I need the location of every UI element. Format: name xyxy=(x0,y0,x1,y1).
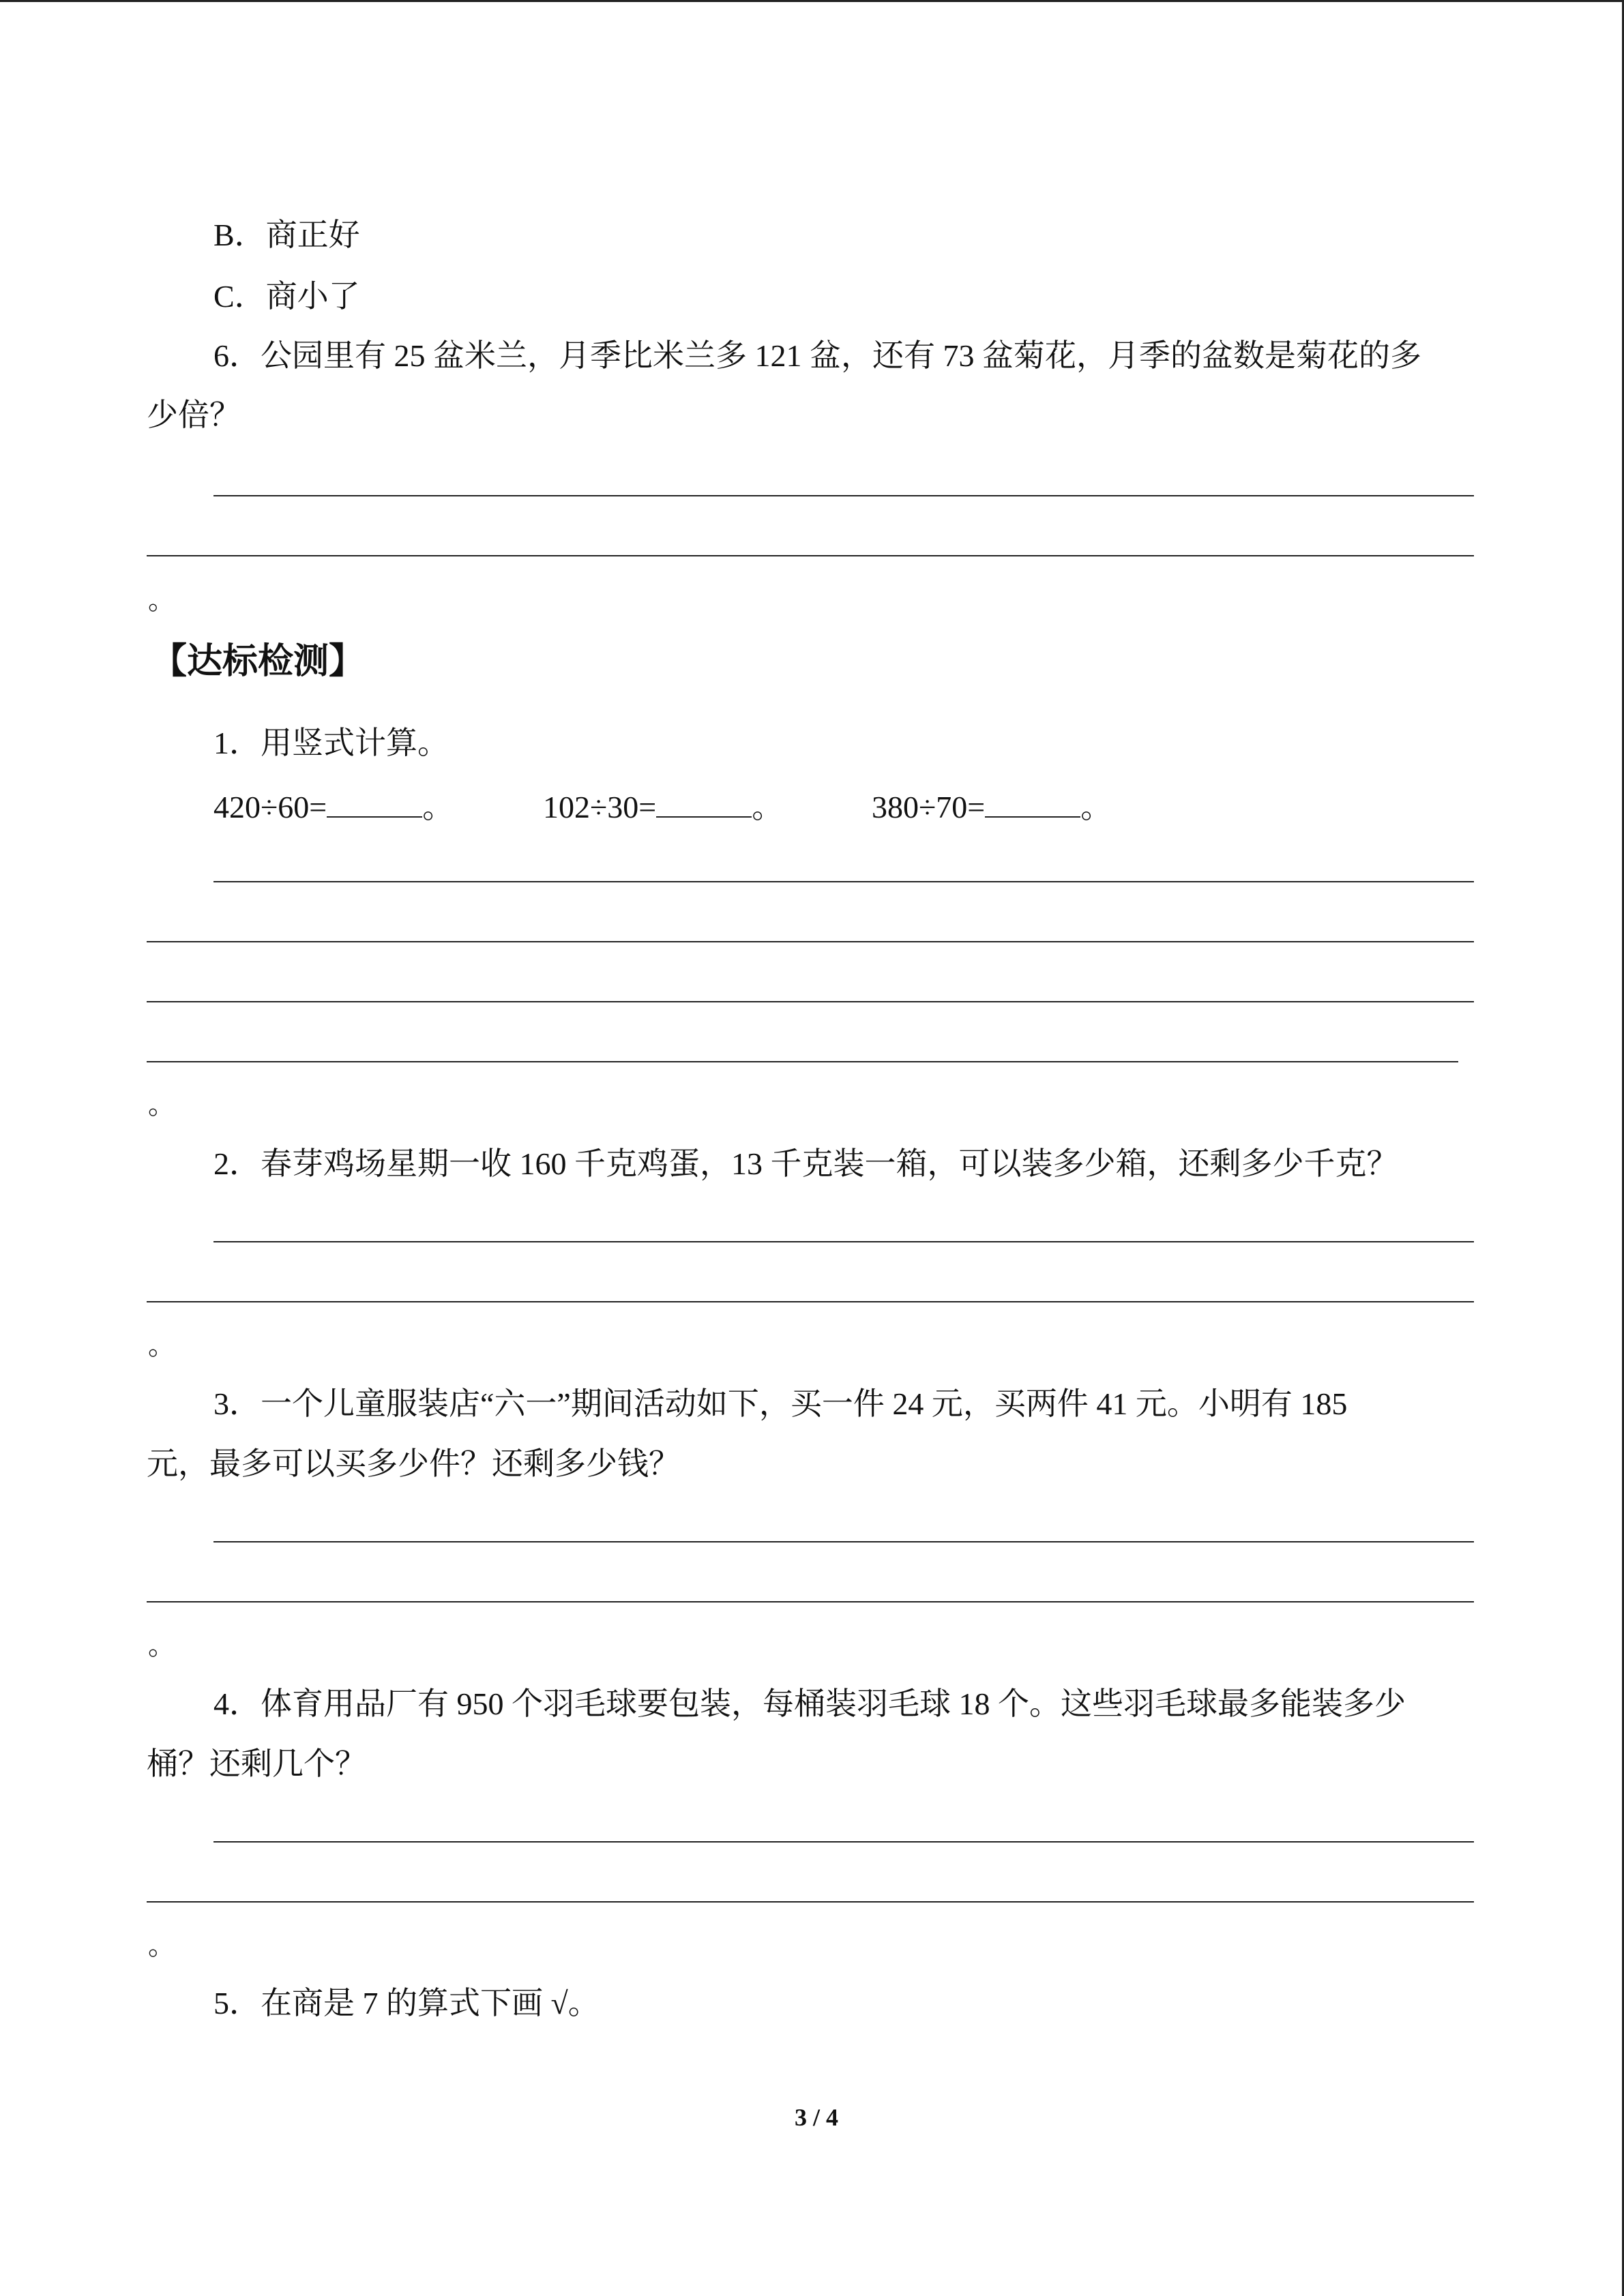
q2-end-mark: 。 xyxy=(148,1330,175,1360)
calc-expr-3: 380÷70= xyxy=(872,790,986,824)
choice-b: B．商正好 xyxy=(213,218,360,252)
calc-item-3 xyxy=(872,789,1112,823)
q3-answer-line-1[interactable] xyxy=(213,1541,1474,1542)
q2-answer-line-1[interactable] xyxy=(213,1241,1474,1242)
calc-expr-1: 420÷60= xyxy=(213,790,327,824)
test-q1-text: 1．用竖式计算。 xyxy=(213,726,449,760)
q6-answer-line-2[interactable] xyxy=(147,555,1474,556)
test-q2-text: 2．春芽鸡场星期一收 160 千克鸡蛋，13 千克装一箱，可以装多少箱，还剩多少千克？ xyxy=(213,1146,1398,1181)
q6-end-mark: 。 xyxy=(148,584,175,615)
q1-answer-line-4[interactable] xyxy=(147,1061,1458,1062)
q1-end-mark: 。 xyxy=(148,1089,175,1120)
q4-end-mark: 。 xyxy=(148,1930,175,1960)
test-q5-text: 5．在商是 7 的算式下画 √。 xyxy=(213,1986,600,2021)
test-q3-text-line2: 元，最多可以买多少件？还剩多少钱？ xyxy=(147,1446,680,1481)
q6-text-line1: 6．公园里有 25 盆米兰，月季比米兰多 121 盆，还有 73 盆菊花，月季的盆数是菊花的多 xyxy=(213,338,1421,373)
q3-answer-line-2[interactable] xyxy=(147,1601,1474,1602)
calc-expr-2: 102÷30= xyxy=(543,790,657,824)
calc-blank-3[interactable] xyxy=(985,789,1080,818)
test-q4-text-line2: 桶？还剩几个？ xyxy=(147,1746,366,1781)
q1-answer-line-1[interactable] xyxy=(213,881,1474,882)
test-q3-text-line1: 3．一个儿童服装店“六一”期间活动如下，买一件 24 元，买两件 41 元。小明有 185 xyxy=(213,1386,1348,1421)
q2-answer-line-2[interactable] xyxy=(147,1301,1474,1302)
q6-text-line2: 少倍？ xyxy=(147,398,241,432)
q4-answer-line-2[interactable] xyxy=(147,1901,1474,1903)
calc-blank-2[interactable] xyxy=(656,789,752,818)
test-q4-text-line1: 4．体育用品厂有 950 个羽毛球要包装，每桶装羽毛球 18 个。这些羽毛球最多能装多少 xyxy=(213,1686,1406,1721)
q1-answer-line-3[interactable] xyxy=(147,1001,1474,1002)
page-border-top xyxy=(0,0,1624,2)
choice-c: C．商小了 xyxy=(213,279,360,314)
q4-answer-line-1[interactable] xyxy=(213,1841,1474,1843)
calc-suffix-2: 。 xyxy=(752,790,784,824)
q6-answer-line-1[interactable] xyxy=(213,495,1474,496)
calc-blank-1[interactable] xyxy=(327,789,422,818)
page-number: 3 / 4 xyxy=(795,2104,839,2131)
calc-item-1 xyxy=(213,789,454,823)
calc-suffix-1: 。 xyxy=(422,790,454,824)
q3-end-mark: 。 xyxy=(148,1630,175,1660)
calc-item-2 xyxy=(543,789,783,823)
calc-suffix-3: 。 xyxy=(1080,790,1112,824)
section-title: 【达标检测】 xyxy=(151,641,365,682)
q1-answer-line-2[interactable] xyxy=(147,941,1474,942)
